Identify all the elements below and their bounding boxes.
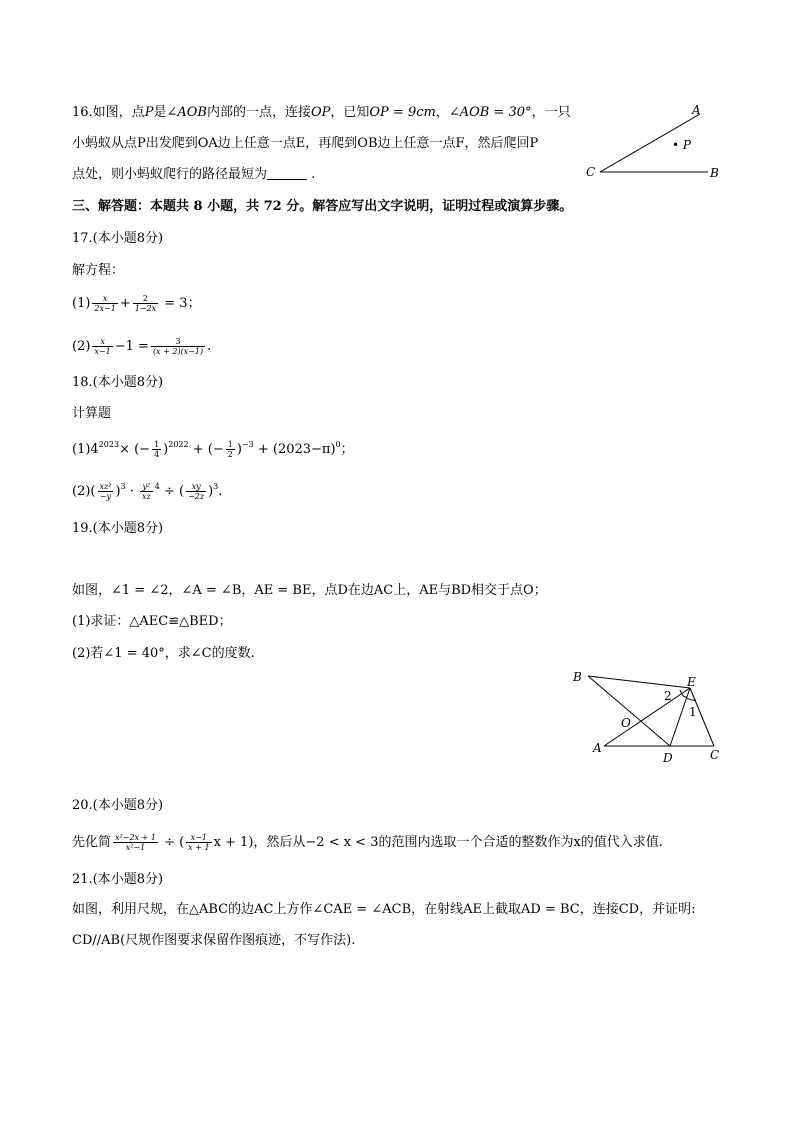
operator: +	[119, 296, 131, 311]
q16-angle-aob: ∠AOB	[166, 105, 207, 120]
label-angle-1: 1	[689, 705, 697, 719]
segment-be	[588, 676, 690, 688]
q17-part1	[72, 294, 201, 313]
section-heading: 三、解答题：本题共 8 小题，共 72 分。解答应写出文字说明，证明过程或演算步骤。	[72, 199, 573, 214]
label-b: B	[710, 166, 719, 180]
q18-heading: 18.(本小题8分)	[72, 375, 164, 390]
denominator: x−1	[94, 347, 111, 356]
label-a: A	[692, 103, 701, 117]
fraction	[98, 482, 114, 501]
denominator: −y	[99, 492, 112, 501]
denominator: xz	[142, 492, 151, 501]
label-d: D	[663, 751, 673, 765]
numerator: xz²	[99, 482, 112, 491]
numerator: 1	[154, 440, 160, 449]
q16-text: .	[311, 167, 316, 182]
q16-line1: 16.如图，点P是∠AOB内部的一点，连接OP，已知OP = 9cm，∠AOB = 30°，一只	[72, 105, 571, 120]
numerator: 1	[227, 440, 233, 449]
operator: ÷ (	[159, 484, 185, 499]
q16-figure	[580, 98, 730, 183]
paren: )	[236, 442, 242, 457]
denominator: (x + 2)(x−1)	[152, 347, 204, 356]
denominator: 1−2x	[134, 304, 157, 313]
label-e: E	[687, 675, 696, 689]
fraction	[186, 482, 206, 501]
label-o: O	[621, 716, 631, 730]
segment-de	[670, 688, 690, 746]
q16-angle-value: ∠AOB = 30°	[448, 105, 532, 120]
denominator: −2z	[188, 492, 205, 501]
q16-text: ，已知	[330, 105, 370, 120]
punct: ；	[340, 442, 354, 457]
denominator: x + 1	[188, 843, 210, 852]
q18-part2	[72, 482, 222, 501]
numerator: 3	[151, 337, 205, 347]
q19-part2: (2)若∠1 = 40°，求∠C的度数.	[72, 646, 255, 661]
label-a: A	[593, 741, 602, 755]
operator: ÷ (	[164, 835, 185, 850]
q16-line2: 小蚂蚁从点P出发爬到OA边上任意一点E，再爬到OB边上任意一点F，然后爬回P	[72, 136, 539, 151]
part-label: (2)	[72, 339, 91, 354]
numerator: x²−2x + 1	[115, 833, 156, 842]
q19-part1: (1)求证：△AEC≌△BED；	[72, 614, 232, 629]
label-angle-2: 2	[664, 689, 672, 703]
numerator: x−1	[186, 833, 211, 843]
denominator: 2x−1	[94, 304, 116, 313]
exponent: 2022	[168, 440, 189, 449]
q21-line1: 如图，利用尺规，在△ABC的边AC上方作∠CAE = ∠ACB，在射线AE上截取AD = BC，连接CD，并证明:	[72, 902, 696, 917]
q16-text: 内部的一点，连接	[206, 105, 311, 120]
operator: + (−	[192, 442, 224, 457]
q16-op-value: OP = 9cm	[369, 105, 436, 120]
operator: −1 =	[114, 339, 149, 354]
part-label: (1)	[72, 442, 91, 457]
numerator: x	[92, 337, 112, 347]
q18-intro: 计算题	[72, 406, 112, 421]
fraction	[113, 833, 158, 852]
fraction	[133, 294, 158, 313]
paren: )	[208, 484, 214, 499]
q18-part1	[72, 440, 354, 459]
label-c: C	[710, 748, 720, 762]
segment-ae	[604, 688, 690, 746]
part-label: (1)	[72, 296, 91, 311]
numerator: 2	[133, 294, 158, 304]
q19-heading: 19.(本小题8分)	[72, 521, 164, 536]
exponent: 3	[120, 482, 126, 491]
denominator: 2	[227, 450, 233, 459]
q20-text: x + 1)，然后从−2 < x < 3的范围内选取一个合适的整数作为x的值代入求值.	[213, 835, 663, 850]
base: 4	[90, 442, 99, 457]
fraction	[186, 833, 211, 852]
q21-heading: 21.(本小题8分)	[72, 872, 164, 887]
fraction	[151, 337, 205, 356]
segment-bd	[588, 676, 670, 746]
operator: × (−	[119, 442, 151, 457]
paren: )	[115, 484, 121, 499]
q16-text: 是	[153, 105, 167, 120]
label-b: B	[573, 670, 582, 684]
q17-heading: 17.(本小题8分)	[72, 231, 164, 246]
numerator: y²	[140, 482, 153, 492]
label-p: • P	[672, 138, 691, 152]
exponent: 4	[154, 482, 160, 491]
q19-figure	[566, 664, 736, 769]
q21-line2: CD//AB(尺规作图要求保留作图痕迹，不写作法).	[72, 933, 356, 948]
punct: .	[218, 484, 223, 499]
q20-heading: 20.(本小题8分)	[72, 798, 164, 813]
term: + (2023−π)	[257, 442, 336, 457]
equation-tail: = 3；	[164, 296, 201, 311]
exponent: 0	[335, 440, 341, 449]
equation-tail: .	[207, 339, 212, 354]
q17-intro: 解方程：	[72, 263, 125, 278]
exponent: −3	[241, 440, 254, 449]
denominator: 4	[154, 450, 160, 459]
label-c: C	[586, 165, 596, 179]
fraction	[92, 294, 117, 313]
fraction	[226, 440, 235, 459]
exponent: 3	[213, 482, 219, 491]
fraction	[92, 337, 112, 356]
q20-body	[72, 833, 663, 852]
q19-stem: 如图，∠1 = ∠2，∠A = ∠B，AE = BE，点D在边AC上，AE与BD相交于点O；	[72, 583, 547, 598]
fraction	[152, 440, 161, 459]
q20-text: 先化简	[72, 835, 112, 850]
answer-blank[interactable]	[267, 167, 307, 180]
q16-line3	[72, 166, 315, 184]
part-label: (2)	[72, 484, 91, 499]
operator: ·	[125, 484, 139, 499]
paren: (	[90, 484, 96, 499]
paren: )	[163, 442, 169, 457]
exponent: 2023	[98, 440, 120, 449]
q16-text: 16.如图，点	[72, 105, 145, 120]
q16-text: ，一只	[531, 105, 571, 120]
q16-text: 点处，则小蚂蚁爬行的路径最短为	[72, 167, 268, 182]
q17-part2	[72, 337, 211, 356]
numerator: xy	[186, 482, 206, 492]
q16-point-p: P	[144, 105, 154, 120]
denominator: x²−1	[125, 843, 146, 852]
numerator: x	[92, 294, 117, 304]
q16-segment-op: OP	[310, 105, 331, 120]
fraction	[140, 482, 153, 501]
